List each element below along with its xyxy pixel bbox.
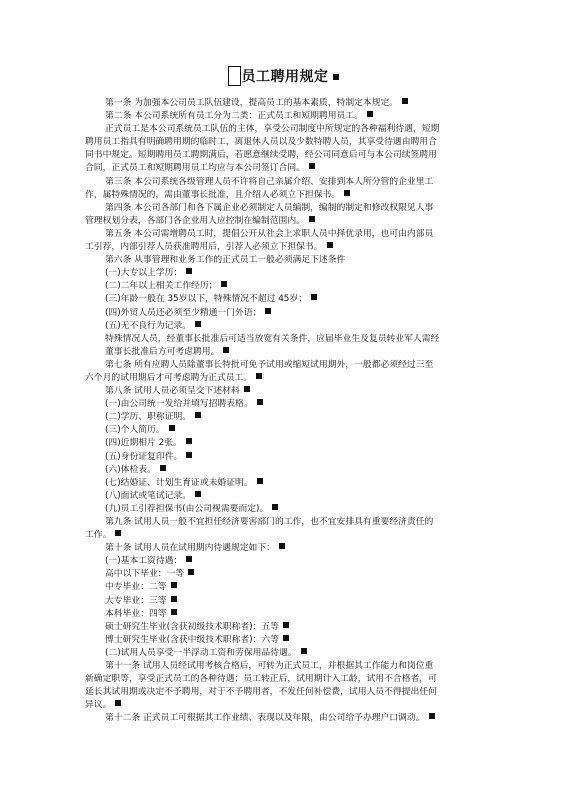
line-text: 第三条 本公司系统各级管理人员不许将自己亲属介绍、安排到本人所分管的企业里工 xyxy=(105,176,434,187)
end-marker-icon xyxy=(223,347,229,353)
end-marker-icon xyxy=(195,491,201,497)
line-text: (七)结婚证、计划生育证或未婚证明。 xyxy=(105,477,253,488)
end-marker-icon xyxy=(195,321,201,327)
paragraph-line xyxy=(85,385,485,398)
end-marker-icon xyxy=(429,713,435,719)
end-marker-icon xyxy=(186,452,192,458)
end-marker-icon xyxy=(309,216,315,222)
line-text: 中专毕业：二等 xyxy=(105,582,167,593)
paragraph-line xyxy=(85,136,485,149)
paragraph-line xyxy=(85,411,485,424)
paragraph-line xyxy=(85,660,485,673)
paragraph-line xyxy=(85,110,485,123)
end-marker-icon xyxy=(283,635,289,641)
end-marker-icon xyxy=(311,294,317,300)
paragraph-line xyxy=(85,359,485,372)
line-text: 工引荐，内部引荐人员获准聘用后，引荐人必须立下担保书。 xyxy=(85,242,323,253)
paragraph-line xyxy=(85,451,485,464)
line-text: (四)外贸人员还必须至少精通一门外语； xyxy=(105,307,262,318)
line-text: (五)身份证复印件。 xyxy=(105,451,183,462)
end-marker-icon xyxy=(221,281,227,287)
paragraph-line xyxy=(85,333,485,346)
paragraph-line xyxy=(85,215,485,228)
paragraph-line xyxy=(85,307,485,320)
line-text: (一)大专以上学历； xyxy=(105,268,183,279)
paragraph-line xyxy=(85,280,485,293)
line-text: (一)由公司统一发给并填写招聘表格。 xyxy=(105,399,253,410)
line-text: 聘用员工指具有明确聘用期的临时工，离退休人员以及少数特聘人员，其享受待遇由聘用合 xyxy=(85,137,437,148)
line-text: 作，属特殊情况的，需由董事长批准，且介绍人必须立下担保书。 xyxy=(85,189,341,200)
paragraph-line xyxy=(85,241,485,254)
line-text: 第四条 本公司各部门和各下属企业必须制定人员编制，编制的制定和修改权限见人事 xyxy=(105,202,434,213)
line-text: 博士研究生毕业(含获中级技术职称者)：六等 xyxy=(105,634,280,645)
paragraph-line xyxy=(85,372,485,385)
end-marker-icon xyxy=(186,438,192,444)
line-text: (五)无不良行为记录。 xyxy=(105,320,192,331)
paragraph-line xyxy=(85,189,485,202)
paragraph-line xyxy=(85,398,485,411)
end-marker-icon xyxy=(115,700,121,706)
line-text: 第十二条 正式员工可根据其工作业绩、表现以及年限，由公司给予办理户口调动。 xyxy=(105,713,425,724)
paragraph-line xyxy=(85,581,485,594)
line-text: (六)体检表。 xyxy=(105,464,156,475)
line-text: (二)学历、职称证明。 xyxy=(105,412,192,423)
line-text: 管理权划分表，各部门各企业用人应控制在编制范围内。 xyxy=(85,215,305,226)
paragraph-line xyxy=(85,634,485,647)
paragraph-line xyxy=(85,542,485,555)
paragraph-line xyxy=(85,568,485,581)
line-text: 延长其试用期或决定不予聘用，对于不予聘用者，不发任何补偿费，试用人员不得提出任何 xyxy=(85,687,437,698)
paragraph-line xyxy=(85,176,485,189)
line-text: 高中以下毕业：一等 xyxy=(105,569,185,580)
end-marker-icon xyxy=(402,98,408,104)
end-marker-icon xyxy=(257,399,263,405)
title-box-icon xyxy=(228,66,241,86)
paragraph-line xyxy=(85,254,485,267)
end-marker-icon xyxy=(256,373,262,379)
end-marker-icon xyxy=(279,543,285,549)
end-marker-icon xyxy=(115,530,121,536)
end-marker-icon xyxy=(186,268,192,274)
paragraph-line xyxy=(85,202,485,215)
paragraph-line xyxy=(85,162,485,175)
end-marker-icon xyxy=(244,386,250,392)
paragraph-line xyxy=(85,123,485,136)
paragraph-line xyxy=(85,608,485,621)
end-marker-icon xyxy=(169,425,175,431)
line-text: 工作。 xyxy=(85,530,112,541)
end-marker-icon xyxy=(171,596,177,602)
end-marker-icon xyxy=(327,242,333,248)
line-text: 合同，正式员工和短期聘用员工均应与本公司签订合同。 xyxy=(85,163,305,174)
line-text: 第六条 从事管理和业务工作的正式员工一般必须满足下述条件 xyxy=(105,255,346,266)
paragraph-line xyxy=(85,477,485,490)
document-body xyxy=(85,97,485,726)
end-marker-icon xyxy=(171,582,177,588)
end-marker-icon xyxy=(171,609,177,615)
line-text: 第七条 所有应聘人员除董事长特批可免予试用或缩短试用期外，一般都必须经过三至 xyxy=(105,359,434,370)
line-text: 异议。 xyxy=(85,700,112,711)
line-text: (八)面试或笔试记录。 xyxy=(105,490,192,501)
end-marker-icon xyxy=(257,478,263,484)
paragraph-line xyxy=(85,529,485,542)
line-text: 同书中规定。短期聘用员工聘期满后，若愿意继续受聘，经公司同意后可与本公司续签聘用 xyxy=(85,150,437,161)
end-marker-icon xyxy=(367,111,373,117)
line-text: (九)员工引荐担保书(由公司视需要而定)。 xyxy=(105,503,269,514)
paragraph-line xyxy=(85,503,485,516)
title-text: 员工聘用规定 xyxy=(241,69,329,85)
line-text: 大专毕业：三等 xyxy=(105,595,167,606)
line-text: 第一条 为加强本公司员工队伍建设，提高员工的基本素质，特制定本规定。 xyxy=(105,98,399,108)
paragraph-line xyxy=(85,699,485,712)
paragraph-line xyxy=(85,346,485,359)
line-text: (三)年龄一般在 35岁以下，特殊情况不超过 45岁； xyxy=(105,294,307,305)
end-marker-icon xyxy=(344,190,350,196)
line-text: 第十一条 试用人员经试用考核合格后，可转为正式员工，并根据其工作能力和岗位重 xyxy=(105,661,434,672)
paragraph-line xyxy=(85,647,485,660)
line-text: 第十条 试用人员在试用期内待遇规定如下： xyxy=(105,543,275,554)
line-text: (一)基本工资待遇： xyxy=(105,556,183,567)
paragraph-line xyxy=(85,424,485,437)
line-text: 第二条 本公司系统所有员工分为二类：正式员工和短期聘用员工。 xyxy=(105,111,363,122)
line-text: 正式员工是本公司系统员工队伍的主体，享受公司制度中所规定的各种福利待遇，短期 xyxy=(105,124,440,135)
paragraph-line xyxy=(85,228,485,241)
line-text: (二)二年以上相关工作经历； xyxy=(105,281,218,292)
line-text: 六个月的试用期后才可考虑聘为正式员工。 xyxy=(85,372,253,383)
paragraph-line xyxy=(85,712,485,725)
line-text: 第九条 试用人员一般不宜担任经济要害部门的工作，也不宜安排具有重要经济责任的 xyxy=(105,517,434,527)
end-marker-icon xyxy=(188,569,194,575)
paragraph-line xyxy=(85,595,485,608)
line-text: (四)近期相片 2张。 xyxy=(105,438,182,449)
line-text: 特殊情况人员，经董事长批准后可适当放宽有关条件，应届毕业生及复员转业军人需经 xyxy=(105,333,440,344)
paragraph-line xyxy=(85,464,485,477)
paragraph-line xyxy=(85,673,485,686)
end-marker-icon xyxy=(309,163,315,169)
paragraph-line xyxy=(85,293,485,306)
end-marker-icon xyxy=(195,412,201,418)
paragraph-line xyxy=(85,686,485,699)
line-text: 硕士研究生毕业(含获初级技术职称者)：五等 xyxy=(105,621,280,632)
end-marker-icon xyxy=(186,556,192,562)
line-text: 董事长批准后方可考虑聘用。 xyxy=(105,346,220,357)
end-marker-icon xyxy=(283,622,289,628)
line-text: 第八条 试用人员必须呈交下述材料 xyxy=(105,386,240,397)
bullet-square-icon xyxy=(333,74,339,80)
paragraph-line xyxy=(85,149,485,162)
document-title xyxy=(0,66,566,86)
line-text: 本科毕业：四等 xyxy=(105,608,167,619)
paragraph-line xyxy=(85,555,485,568)
line-text: (三)个人简历。 xyxy=(105,425,165,436)
end-marker-icon xyxy=(272,504,278,510)
end-marker-icon xyxy=(160,465,166,471)
paragraph-line xyxy=(85,437,485,450)
end-marker-icon xyxy=(301,648,307,654)
paragraph-line xyxy=(85,490,485,503)
line-text: 新确定职等，享受正式员工的各种待遇；员工转正后，试用期计入工龄，试用不合格者，可 xyxy=(85,674,437,685)
end-marker-icon xyxy=(265,308,271,314)
paragraph-line xyxy=(85,97,485,110)
line-text: 第五条 本公司需增聘员工时，提倡公开从社会上求职人员中择优录用，也可由内部员 xyxy=(105,228,434,239)
paragraph-line xyxy=(85,320,485,333)
paragraph-line xyxy=(85,621,485,634)
line-text: (二)试用人员享受一半浮动工资和劳保用品待遇。 xyxy=(105,647,297,658)
paragraph-line xyxy=(85,516,485,529)
paragraph-line xyxy=(85,267,485,280)
